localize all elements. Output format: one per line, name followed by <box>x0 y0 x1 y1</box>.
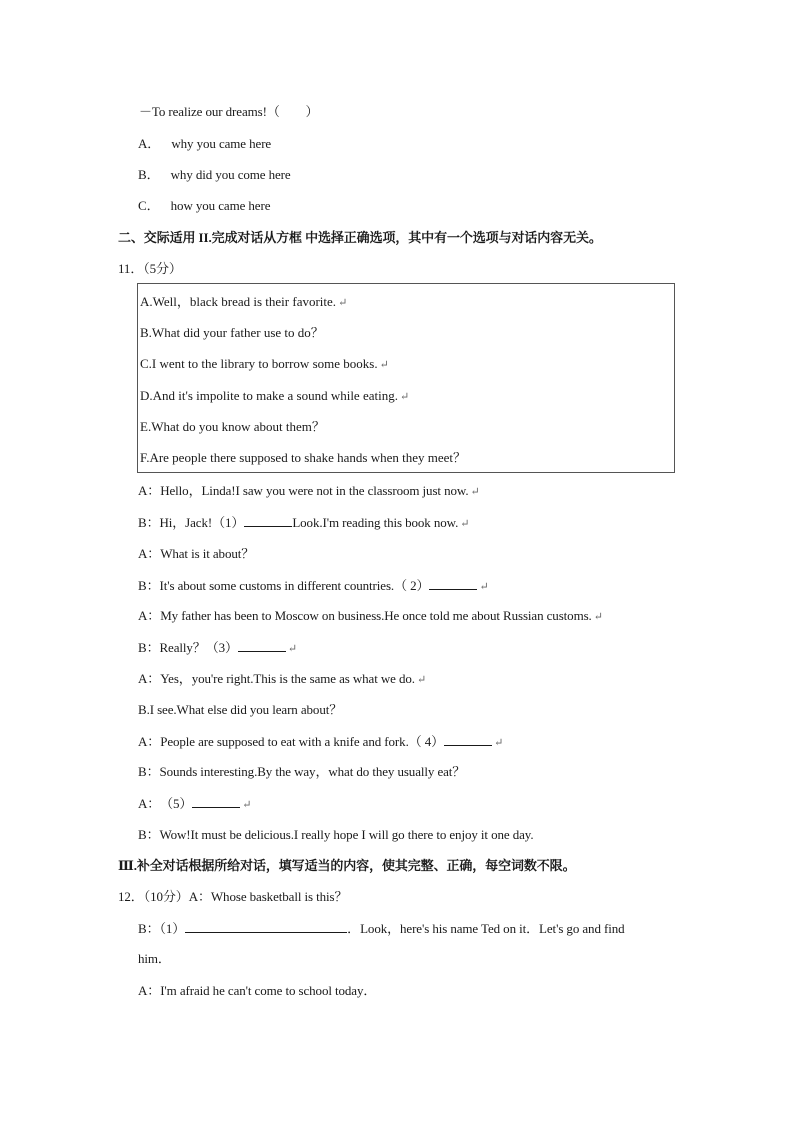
option-letter: C． <box>138 198 160 213</box>
q10-option-a[interactable] <box>138 136 271 152</box>
option-text: why did you come here <box>170 167 291 182</box>
dialogue-line-6: B：Really？（3） ↵ <box>138 640 298 655</box>
blank-3[interactable] <box>238 639 286 652</box>
dialogue-line-9: A：People are supposed to eat with a knife and fork.（ 4） ↵ <box>138 734 504 749</box>
q12-blank-1[interactable] <box>185 920 347 933</box>
option-text: how you came here <box>170 198 271 213</box>
q12-line-a2: A：I'm afraid he can't come to school today． <box>138 983 377 998</box>
dialogue-line-4: B：It's about some customs in different countries.（ 2） ↵ <box>138 578 489 593</box>
dialogue-line-12: B：Wow!It must be delicious.I really hope I will go there to enjoy it one day. <box>138 827 534 842</box>
dialogue-line-2: B：Hi，Jack!（1） Look.I'm reading this book now. ↵ <box>138 515 470 530</box>
q10-prompt: －To realize our dreams!（ ） <box>139 104 319 119</box>
return-mark: ↵ <box>399 391 410 403</box>
q10-option-c[interactable] <box>138 198 270 214</box>
return-mark: ↵ <box>379 359 389 371</box>
dialogue-line-11: A： （5） ↵ <box>138 796 252 811</box>
return-mark: ↵ <box>338 297 348 309</box>
section3-heading: Ⅲ.补全对话根据所给对话，填写适当的内容，使其完整、正确，每空词数不限。 <box>118 858 576 873</box>
blank-1[interactable] <box>244 514 292 527</box>
q11-label: 11．（5分） <box>118 261 182 276</box>
dialogue-line-8: B.I see.What else did you learn about？ <box>138 702 343 717</box>
q12-label: 12．（10分）A：Whose basketball is this？ <box>118 889 348 904</box>
option-letter: B． <box>138 167 160 182</box>
dialogue-line-1: A：Hello，Linda!I saw you were not in the classroom just now. ↵ <box>138 483 480 498</box>
blank-5[interactable] <box>192 795 240 808</box>
option-letter: A． <box>138 136 161 151</box>
blank-4[interactable] <box>444 733 492 746</box>
blank-2[interactable] <box>429 577 477 590</box>
options-box <box>137 283 675 473</box>
box-option-a: A.Well，black bread is their favorite. ↵ <box>140 294 348 309</box>
dialogue-line-7: A：Yes，you're right.This is the same as what we do. ↵ <box>138 671 427 686</box>
box-option-f: F.Are people there supposed to shake hands when they meet？ <box>140 450 467 465</box>
q10-option-b[interactable] <box>138 167 291 183</box>
box-option-c: C.I went to the library to borrow some books. ↵ <box>140 356 389 371</box>
option-text: why you came here <box>171 136 272 151</box>
dialogue-line-3: A：What is it about？ <box>138 546 255 561</box>
box-option-e: E.What do you know about them？ <box>140 419 325 434</box>
q12-line-b1: B：（1） ．Look，here's his name Ted on it．Let's go and find <box>138 921 625 936</box>
q12-line-b1-cont: him． <box>138 951 171 966</box>
dialogue-line-5: A：My father has been to Moscow on business.He once told me about Russian customs. ↵ <box>138 608 603 623</box>
section2-heading: 二、交际适用 II.完成对话从方框 中选择正确选项，其中有一个选项与对话内容无关。 <box>118 230 602 245</box>
box-option-d: D.And it's impolite to make a sound while eating. ↵ <box>140 388 410 403</box>
box-option-b: B.What did your father use to do？ <box>140 325 324 340</box>
dialogue-line-10: B：Sounds interesting.By the way，what do they usually eat？ <box>138 764 466 779</box>
